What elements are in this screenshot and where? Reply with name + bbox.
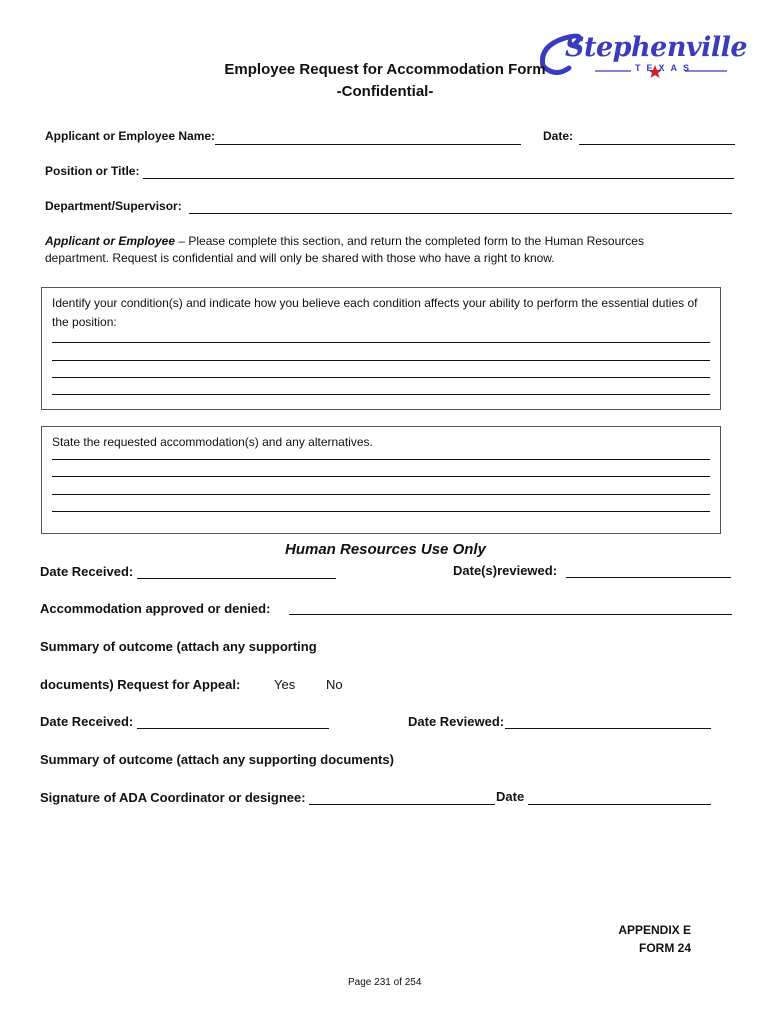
approved-denied-field[interactable]	[289, 614, 732, 615]
position-label: Position or Title:	[45, 164, 140, 178]
applicant-name-field[interactable]	[215, 144, 521, 145]
date-received-field[interactable]	[137, 578, 336, 579]
summary-label-line2: documents) Request for Appeal:	[40, 677, 241, 692]
conditions-box[interactable]	[41, 287, 721, 410]
accommodations-prompt: State the requested accommodation(s) and any alternatives.	[52, 435, 373, 449]
hr-heading: Human Resources Use Only	[285, 541, 486, 558]
signature-date-label: Date	[496, 789, 525, 804]
instructions	[45, 233, 685, 267]
accommodations-line[interactable]	[52, 459, 710, 460]
applicant-name-label: Applicant or Employee Name:	[45, 129, 216, 143]
appendix-text: APPENDIX E	[618, 923, 691, 937]
date-reviewed-label: Date Reviewed:	[408, 714, 505, 729]
conditions-line[interactable]	[52, 360, 710, 361]
form-title: Employee Request for Accommodation Form	[224, 61, 546, 78]
department-label: Department/Supervisor:	[45, 199, 182, 213]
dates-reviewed-label: Date(s)reviewed:	[453, 563, 558, 578]
conditions-prompt: Identify your condition(s) and indicate how you believe each condition affects your ability to perform the essential duties of the position:	[52, 296, 698, 329]
conditions-line[interactable]	[52, 377, 710, 378]
page-number: Page 231 of 254	[348, 977, 422, 988]
signature-label: Signature of ADA Coordinator or designee:	[40, 790, 306, 805]
accommodations-line[interactable]	[52, 476, 710, 477]
date-received-label: Date Received:	[40, 564, 134, 579]
summary-label-line1: Summary of outcome (attach any supporting	[40, 639, 317, 654]
date-reviewed-field[interactable]	[505, 728, 711, 729]
instructions-body: – Please complete this section, and return the completed form to the Human Resources department. Request is confidential and will only be shared with those who have a right to know.	[45, 234, 644, 265]
position-field[interactable]	[143, 178, 734, 179]
dates-reviewed-field[interactable]	[566, 577, 731, 578]
date-field[interactable]	[579, 144, 735, 145]
conditions-line[interactable]	[52, 342, 710, 343]
department-field[interactable]	[189, 213, 732, 214]
accommodations-line[interactable]	[52, 494, 710, 495]
logo-subtitle: TEXAS	[635, 63, 696, 73]
appeal-yes-option[interactable]: Yes	[274, 677, 296, 692]
accommodations-box[interactable]	[41, 426, 721, 534]
summary-full-label: Summary of outcome (attach any supporting documents)	[40, 752, 394, 767]
logo-name: Stephenville	[565, 32, 748, 63]
date-label: Date:	[543, 129, 574, 143]
form-number: FORM 24	[638, 941, 691, 955]
instructions-lead: Applicant or Employee	[45, 234, 176, 248]
conditions-line[interactable]	[52, 394, 710, 395]
form-subtitle: -Confidential-	[336, 83, 434, 100]
appendix-label	[560, 921, 691, 957]
date-received-2-field[interactable]	[137, 728, 329, 729]
signature-field[interactable]	[309, 804, 495, 805]
appeal-no-option[interactable]: No	[326, 677, 343, 692]
date-received-2-label: Date Received:	[40, 714, 134, 729]
approved-denied-label: Accommodation approved or denied:	[40, 601, 271, 616]
signature-date-field[interactable]	[528, 804, 711, 805]
accommodations-line[interactable]	[52, 511, 710, 512]
